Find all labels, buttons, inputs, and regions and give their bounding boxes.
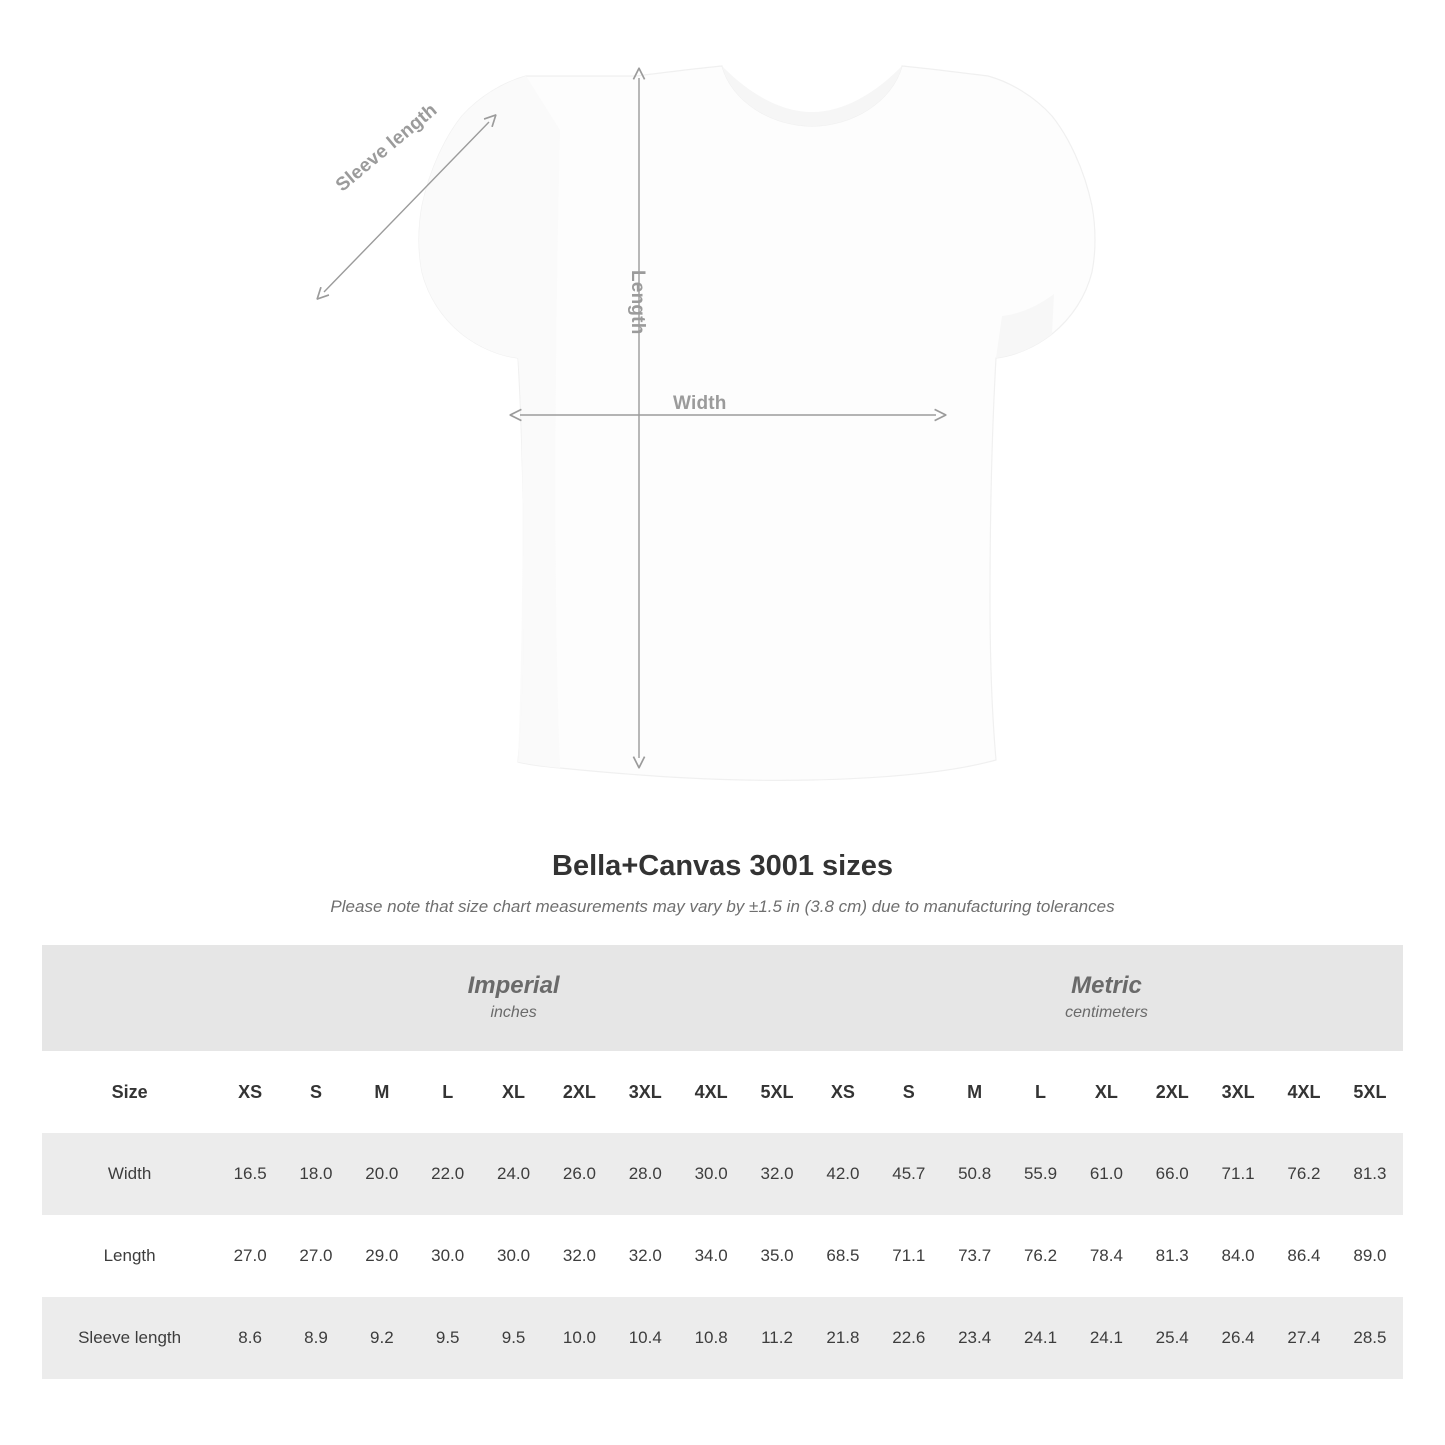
size-table [42, 945, 1403, 1379]
data-cell: 9.2 [349, 1297, 415, 1379]
size-header-cell: 5XL [744, 1051, 810, 1133]
size-header-cell: XL [481, 1051, 547, 1133]
size-header-cell: M [349, 1051, 415, 1133]
data-cell: 76.2 [1008, 1215, 1074, 1297]
size-header-cell: M [942, 1051, 1008, 1133]
size-header-cell: XS [217, 1051, 283, 1133]
data-cell: 24.1 [1073, 1297, 1139, 1379]
data-cell: 20.0 [349, 1133, 415, 1215]
data-cell: 8.6 [217, 1297, 283, 1379]
row-label-width: Width [42, 1133, 217, 1215]
size-header-cell: XS [810, 1051, 876, 1133]
data-cell: 73.7 [942, 1215, 1008, 1297]
size-header-cell: 4XL [678, 1051, 744, 1133]
data-cell: 23.4 [942, 1297, 1008, 1379]
data-cell: 21.8 [810, 1297, 876, 1379]
data-cell: 81.3 [1139, 1215, 1205, 1297]
size-header-cell: L [1008, 1051, 1074, 1133]
data-cell: 26.4 [1205, 1297, 1271, 1379]
length-label: Length [627, 270, 648, 335]
data-cell: 11.2 [744, 1297, 810, 1379]
size-header-label: Size [42, 1051, 217, 1133]
data-cell: 10.0 [546, 1297, 612, 1379]
data-cell: 9.5 [415, 1297, 481, 1379]
data-cell: 50.8 [942, 1133, 1008, 1215]
data-cell: 68.5 [810, 1215, 876, 1297]
data-cell: 27.4 [1271, 1297, 1337, 1379]
data-cell: 84.0 [1205, 1215, 1271, 1297]
table-row [42, 1297, 1403, 1379]
width-label: Width [673, 393, 727, 414]
unit-header-row [42, 945, 1403, 1051]
title-block [0, 850, 1445, 917]
data-cell: 10.8 [678, 1297, 744, 1379]
data-cell: 10.4 [612, 1297, 678, 1379]
data-cell: 35.0 [744, 1215, 810, 1297]
size-header-cell: 3XL [1205, 1051, 1271, 1133]
data-cell: 18.0 [283, 1133, 349, 1215]
unit-header-blank [42, 945, 217, 1051]
data-cell: 22.0 [415, 1133, 481, 1215]
unit-group-imperial-name: Imperial [467, 972, 560, 999]
unit-group-metric-unit: centimeters [1065, 1004, 1148, 1021]
data-cell: 61.0 [1073, 1133, 1139, 1215]
data-cell: 66.0 [1139, 1133, 1205, 1215]
data-cell: 26.0 [546, 1133, 612, 1215]
table-row [42, 1215, 1403, 1297]
data-cell: 30.0 [481, 1215, 547, 1297]
size-header-cell: S [283, 1051, 349, 1133]
size-table-wrapper [42, 945, 1403, 1379]
data-cell: 29.0 [349, 1215, 415, 1297]
data-cell: 32.0 [612, 1215, 678, 1297]
data-cell: 24.0 [481, 1133, 547, 1215]
data-cell: 45.7 [876, 1133, 942, 1215]
data-cell: 81.3 [1337, 1133, 1403, 1215]
size-header-cell: 3XL [612, 1051, 678, 1133]
data-cell: 27.0 [217, 1215, 283, 1297]
data-cell: 86.4 [1271, 1215, 1337, 1297]
size-header-cell: 4XL [1271, 1051, 1337, 1133]
size-header-cell: 2XL [546, 1051, 612, 1133]
size-header-cell: S [876, 1051, 942, 1133]
data-cell: 34.0 [678, 1215, 744, 1297]
data-cell: 76.2 [1271, 1133, 1337, 1215]
row-label-sleeve-length: Sleeve length [42, 1297, 217, 1379]
data-cell: 28.0 [612, 1133, 678, 1215]
data-cell: 27.0 [283, 1215, 349, 1297]
unit-group-metric-name: Metric [1071, 972, 1142, 999]
data-cell: 30.0 [678, 1133, 744, 1215]
data-cell: 32.0 [546, 1215, 612, 1297]
data-cell: 28.5 [1337, 1297, 1403, 1379]
data-cell: 55.9 [1008, 1133, 1074, 1215]
size-header-cell: 2XL [1139, 1051, 1205, 1133]
size-header-cell: L [415, 1051, 481, 1133]
unit-group-metric [810, 945, 1403, 1051]
data-cell: 24.1 [1008, 1297, 1074, 1379]
size-header-cell: 5XL [1337, 1051, 1403, 1133]
tolerance-note: Please note that size chart measurements may vary by ±1.5 in (3.8 cm) due to manufacturing tolerances [330, 897, 1115, 916]
data-cell: 25.4 [1139, 1297, 1205, 1379]
data-cell: 78.4 [1073, 1215, 1139, 1297]
data-cell: 89.0 [1337, 1215, 1403, 1297]
data-cell: 30.0 [415, 1215, 481, 1297]
data-cell: 32.0 [744, 1133, 810, 1215]
data-cell: 42.0 [810, 1133, 876, 1215]
size-header-cell: XL [1073, 1051, 1139, 1133]
page-title: Bella+Canvas 3001 sizes [552, 850, 893, 882]
table-row [42, 1133, 1403, 1215]
data-cell: 22.6 [876, 1297, 942, 1379]
data-cell: 71.1 [876, 1215, 942, 1297]
sleeve-length-label: Sleeve length [332, 99, 442, 197]
data-cell: 16.5 [217, 1133, 283, 1215]
row-label-length: Length [42, 1215, 217, 1297]
data-cell: 8.9 [283, 1297, 349, 1379]
tshirt-shape [419, 66, 1095, 780]
data-cell: 71.1 [1205, 1133, 1271, 1215]
size-header-row [42, 1051, 1403, 1133]
data-cell: 9.5 [481, 1297, 547, 1379]
unit-group-imperial-unit: inches [490, 1004, 537, 1021]
unit-group-imperial [217, 945, 810, 1051]
